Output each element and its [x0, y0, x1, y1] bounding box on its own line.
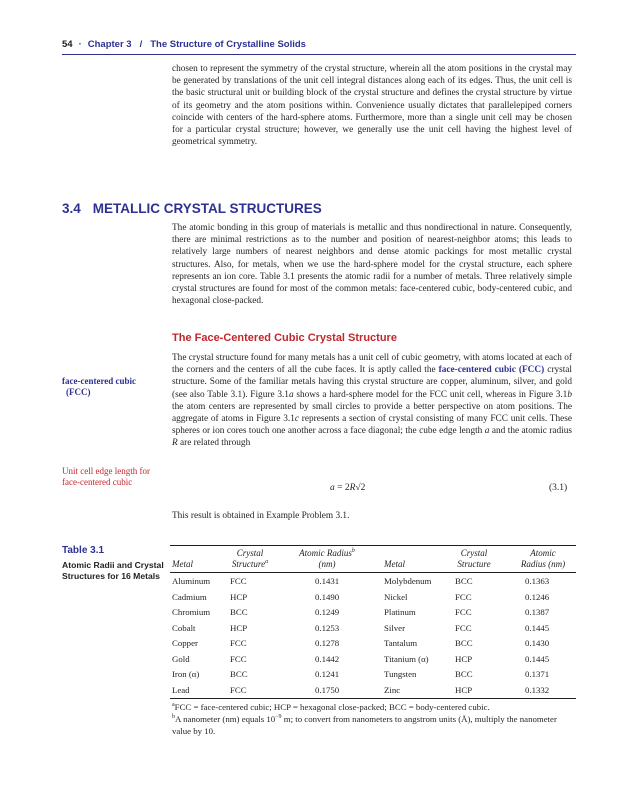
- table-cell: 0.1241: [315, 669, 340, 679]
- table-cell: BCC: [230, 669, 248, 679]
- equation-number: (3.1): [549, 483, 568, 493]
- table-cell: BCC: [455, 638, 473, 648]
- table-label: Table 3.1: [62, 545, 105, 556]
- table-cell: Cobalt: [172, 622, 196, 633]
- header-radius-l2: (nm): [318, 559, 336, 569]
- fcc-paragraph: [172, 352, 572, 450]
- footnote-b-exp: −9: [275, 714, 282, 721]
- header-rule: [62, 54, 576, 55]
- header-radius2-l2: Radius (nm): [520, 559, 566, 569]
- table-cell: HCP: [230, 622, 248, 633]
- header-crystal2-l2: Structure: [457, 559, 491, 569]
- table-cell: FCC: [455, 591, 472, 602]
- table-cell: FCC: [230, 576, 247, 586]
- table-cell: 0.1442: [315, 653, 340, 664]
- fcc-text-c: shows a hard-sphere model for the FCC unit cell, whereas in Figure 3.1: [293, 389, 568, 400]
- footnote-a-text: FCC = face-centered cubic; HCP = hexagonal close-packed; BCC = body-centered cubic.: [174, 702, 490, 712]
- footnote-a-mark: a: [172, 702, 175, 709]
- table-cell: 0.1371: [525, 669, 550, 679]
- table-cell: 0.1445: [525, 622, 550, 633]
- table-title: Atomic Radii and Crystal Structures for 16 Metals: [62, 560, 164, 581]
- equation: [330, 483, 365, 493]
- header-atomic-radius-2: [510, 548, 576, 570]
- fcc-text-d: the atom centers are represented by small circles to provide a better perspective on atom positions. The aggregate of atoms in Figure 3.1: [172, 401, 572, 425]
- table-cell: Copper: [172, 638, 198, 648]
- footnote-b-pre: A nanometer (nm) equals 10: [175, 714, 276, 724]
- footnote-b-post: m; to convert from nanometers to angstrom units (Å), multiply the nanometer value by 10.: [172, 714, 557, 736]
- fcc-text-g: are related through: [177, 438, 251, 449]
- margin-note-fcc: [62, 376, 136, 398]
- fcc-text-f: and the atomic radius: [489, 426, 572, 437]
- table-cell: BCC: [455, 576, 473, 586]
- table-cell: Nickel: [384, 591, 408, 602]
- chapter-label: Chapter 3: [87, 39, 132, 50]
- section-number: 3.4: [62, 201, 81, 216]
- fcc-text-b: crystal structure. Some of the familiar metals having this crystal structure are copper, aluminum, silver, and gold (see also Table 3.1). Figure 3.1: [172, 365, 572, 400]
- table-cell: FCC: [455, 607, 472, 617]
- header-atomic-radius: [284, 548, 370, 570]
- margin-note-unit-cell: Unit cell edge length for face-centered cubic: [62, 466, 150, 487]
- table-cell: 0.1490: [315, 591, 340, 602]
- table-cell: Cadmium: [172, 591, 207, 602]
- table-cell: 0.1249: [315, 607, 340, 617]
- header-metal: Metal: [172, 559, 193, 569]
- table-rule-header: [170, 572, 576, 573]
- header-crystal-l2: Structure: [231, 559, 266, 569]
- section-title: METALLIC CRYSTAL STRUCTURES: [92, 201, 322, 216]
- table-cell: BCC: [455, 669, 473, 679]
- header-radius-l1: Atomic Radius: [299, 548, 352, 558]
- header-crystal2-l1: Crystal: [460, 548, 488, 558]
- table-cell: HCP: [455, 684, 473, 695]
- header-metal-2: Metal: [384, 559, 405, 569]
- margin-fcc-line1: face-centered cubic: [62, 376, 137, 386]
- table-cell: Zinc: [384, 684, 401, 695]
- fcc-text-e: represents a section of crystal consisting of many FCC unit cells. These spheres or ion cores touch one another across a face diagonal; the cube edge length: [172, 414, 573, 437]
- var-a: a: [484, 426, 490, 437]
- table-cell: 0.1332: [525, 684, 550, 695]
- table-cell: 0.1445: [525, 653, 550, 664]
- equation-root: √2: [355, 483, 366, 493]
- section-paragraph: The atomic bonding in this group of materials is metallic and thus nondirectional in nature. Consequently, there are minimal restrictions as to the number and position of nearest-neighbor atoms; this leads to relatively large numbers of nearest neighbors and dense atomic packings for most metallic crystal structures. Also, for metals, when we use the hard-sphere model for the crystal structure, each sphere represents an ion core. Table 3.1 presents the atomic radii for a number of metals. Three relatively simple crystal structures are found for most of the common metals: face-centered cubic, body-centered cubic, and hexagonal close-packed.: [172, 223, 572, 307]
- table-cell: FCC: [230, 653, 247, 664]
- equation-coef: = 2: [334, 483, 350, 493]
- table-cell: 0.1363: [525, 576, 550, 586]
- table-cell: Molybdenum: [384, 576, 432, 586]
- table-cell: 0.1430: [525, 638, 550, 648]
- margin-fcc-line2: (FCC): [66, 387, 91, 397]
- table-rule-top: [170, 545, 576, 546]
- header-radius2-l1: Atomic: [530, 548, 556, 558]
- table-cell: HCP: [230, 591, 248, 602]
- equation-var: R: [349, 483, 356, 493]
- fcc-text-a: The crystal structure found for many metals has a unit cell of cubic geometry, with atoms located at each of the corners and the centers of all the cube faces. It is aptly called the: [172, 353, 572, 376]
- running-header: [62, 39, 306, 50]
- table-cell: Chromium: [172, 607, 211, 617]
- table-cell: 0.1431: [315, 576, 340, 586]
- page-number: 54: [62, 39, 73, 50]
- fig-ref-a: a: [288, 389, 294, 400]
- header-crystal-structure-2: [450, 548, 498, 570]
- header-slash: /: [139, 39, 143, 50]
- fcc-term: face-centered cubic (FCC): [438, 365, 545, 376]
- footnote-b-mark: b: [172, 714, 175, 721]
- table-cell: Gold: [172, 653, 190, 664]
- table-cell: Lead: [172, 684, 190, 695]
- table-cell: 0.1246: [525, 591, 550, 602]
- header-crystal-structure: [220, 548, 280, 570]
- table-cell: 0.1253: [315, 622, 340, 633]
- table-cell: FCC: [455, 622, 472, 633]
- table-cell: Titanium (α): [384, 653, 429, 664]
- header-crystal-l1: Crystal: [236, 548, 264, 558]
- table-cell: Platinum: [384, 607, 416, 617]
- chapter-title: The Structure of Crystalline Solids: [150, 39, 306, 50]
- after-equation-text: This result is obtained in Example Problem 3.1.: [172, 511, 350, 521]
- table-cell: Silver: [384, 622, 406, 633]
- table-cell: 0.1278: [315, 638, 340, 648]
- table-cell: FCC: [230, 638, 247, 648]
- equation-lhs: a: [330, 483, 335, 493]
- table-rule-bottom: [170, 698, 576, 699]
- table-cell: Tungsten: [384, 669, 417, 679]
- table-cell: FCC: [230, 684, 247, 695]
- table-cell: BCC: [230, 607, 248, 617]
- table-cell: Tantalum: [384, 638, 418, 648]
- table-footnote-a: [172, 702, 578, 714]
- var-R: R: [172, 438, 178, 449]
- table-cell: Aluminum: [172, 576, 211, 586]
- header-separator: ·: [78, 39, 82, 50]
- subsection-heading: The Face-Centered Cubic Crystal Structure: [172, 332, 397, 344]
- table-cell: 0.1750: [315, 684, 340, 695]
- table-cell: 0.1387: [525, 607, 550, 617]
- section-heading: [62, 201, 322, 216]
- table-footnote-b: [172, 714, 578, 737]
- table-cell: HCP: [455, 653, 473, 664]
- fig-ref-c: c: [294, 414, 300, 425]
- fig-ref-b: b: [567, 389, 572, 400]
- table-caption: [62, 545, 166, 582]
- intro-paragraph: chosen to represent the symmetry of the crystal structure, wherein all the atom positions in the crystal may be generated by translations of the unit cell integral distances along each of its edges. Thus, the unit cell is the basic structural unit or building block of the crystal structure and defines the crystal structure by virtue of its geometry and the atom positions within. Convenience usually dictates that parallelepiped corners coincide with centers of the hard-sphere atoms. Furthermore, more than a single unit cell may be chosen for a particular crystal structure; however, we generally use the unit cell having the highest level of geometrical symmetry.: [172, 64, 572, 148]
- header-radius-sup: b: [351, 548, 355, 554]
- table-cell: Iron (α): [172, 669, 200, 679]
- header-crystal-sup: a: [265, 559, 269, 565]
